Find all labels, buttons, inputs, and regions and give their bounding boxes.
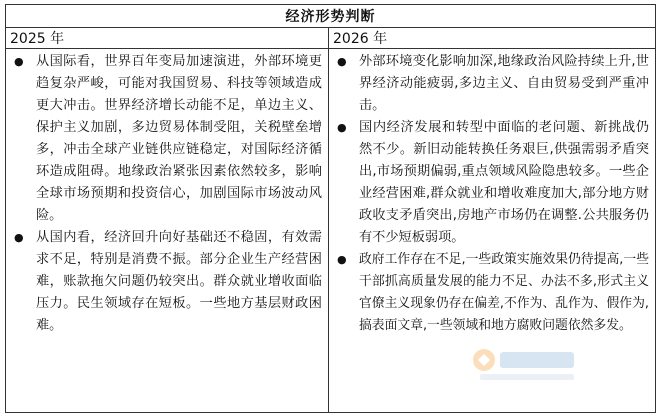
list-item-text: 从国际看，世界百年变局加速演进，外部环境更趋复杂严峻，可能对我国贸易、科技等领域造成更大冲击。世界经济增长动能不足，单边主义、保护主义加剧，多边贸易体制受阻，关税壁垒增多，冲击全球产业链供应链稳定，对国际经济循环造成阻碍。地缘政治紧张因素依然较多，影响全球市场预期和投资信心，加剧国际市场波动风险。	[36, 54, 322, 223]
column-header-2026: 2026 年	[329, 28, 656, 49]
list-item	[10, 227, 322, 337]
bullet-icon: ●	[14, 55, 24, 68]
list-item	[333, 51, 649, 117]
column-2025-list	[10, 51, 322, 337]
list-item-text: 国内经济发展和转型中面临的老问题、新挑战仍然不少。新旧动能转换任务艰巨,供强需弱矛盾突出,市场预期偏弱,重点领域风险隐患较多。一些企业经营困难,群众就业和增收难度加大,部分地方财政收支矛盾突出,房地产市场仍在调整.公共服务仍有不少短板弱项。	[359, 120, 649, 245]
bullet-icon: ●	[14, 231, 24, 244]
column-2026-cell	[329, 49, 656, 413]
list-item-text: 外部环境变化影响加深,地缘政治风险持续上升,世界经济动能疲弱,多边主义、自由贸易受到严重冲击。	[359, 54, 649, 113]
list-item-text: 政府工作存在不足,一些政策实施效果仍待提高,一些干部抓高质量发展的能力不足、办法不多,形式主义官僚主义现象仍存在偏差,不作为、乱作为、假作为,搞表面文章,一些领域和地方腐败问题依然多发。	[359, 252, 649, 333]
list-item	[333, 249, 649, 337]
list-item-text: 从国内看，经济回升向好基础还不稳固，有效需求不足，特别是消费不振。部分企业生产经营困难，账款拖欠问题仍较突出。群众就业增收面临压力。民生领域存在短板。一些地方基层财政困难。	[36, 230, 322, 333]
column-2026-list	[333, 51, 649, 337]
column-2025-cell	[6, 49, 329, 413]
table-title: 经济形势判断	[6, 5, 656, 28]
bullet-icon: ●	[337, 121, 347, 134]
bullet-icon: ●	[337, 55, 347, 68]
list-item	[333, 117, 649, 249]
economic-situation-table	[5, 4, 656, 413]
list-item	[10, 51, 322, 227]
bullet-icon: ●	[337, 253, 347, 266]
column-header-2025: 2025 年	[6, 28, 329, 49]
